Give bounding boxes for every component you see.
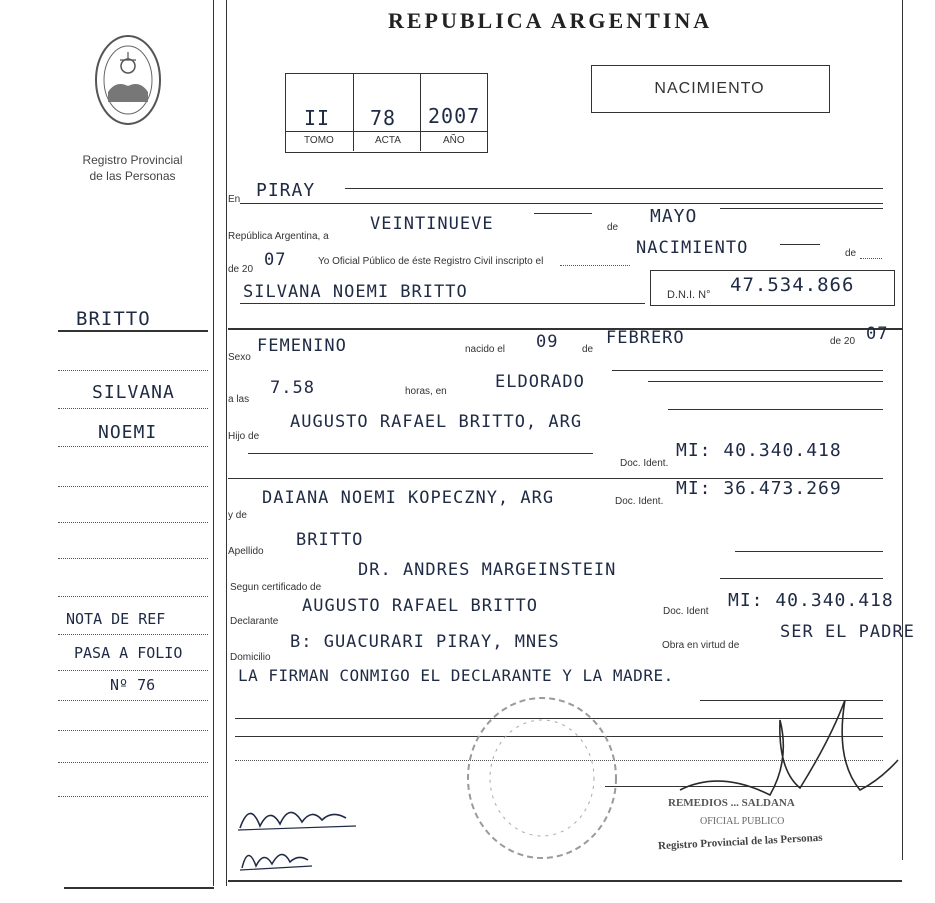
official-stamp-icon: [462, 690, 622, 865]
document-type: NACIMIENTO: [654, 80, 765, 97]
label-a-las: a las: [228, 394, 250, 405]
margin-rule-13: [58, 762, 208, 763]
stamp-registry: Registro Provincial de las Personas: [657, 831, 823, 853]
margin-rule-5: [58, 486, 208, 487]
margin-surname: BRITTO: [76, 308, 151, 330]
rule-lugar: [648, 381, 883, 382]
field-lugar: ELDORADO: [495, 372, 585, 392]
margin-rule-10: [58, 670, 208, 671]
field-certificado: DR. ANDRES MARGEINSTEIN: [358, 560, 617, 580]
margin-rule-8: [58, 596, 208, 597]
margin-rule-6: [58, 522, 208, 523]
margin-rule-1: [58, 330, 208, 332]
label-de-end: de: [845, 248, 857, 259]
rule-dia: [534, 213, 592, 214]
field-madre: DAIANA NOEMI KOPECZNY, ARG: [262, 488, 555, 508]
label-de-20-end: de 20: [830, 336, 856, 347]
label-domicilio: Domicilio: [230, 652, 271, 663]
field-anio-2d: 07: [264, 250, 287, 270]
registry-name: [60, 152, 205, 184]
rule-nombre: [240, 303, 645, 304]
stamp-official-title: OFICIAL PUBLICO: [700, 816, 785, 827]
acta-value: 78: [370, 106, 397, 130]
label-nacido-el: nacido el: [465, 344, 506, 355]
rule-padre: [668, 409, 883, 410]
registry-line2: de las Personas: [89, 169, 176, 183]
label-sexo: Sexo: [228, 352, 251, 363]
margin-rule-3: [58, 408, 208, 409]
margin-rule-14: [58, 796, 208, 797]
margin-rule-12: [58, 730, 208, 731]
rule-apellido: [735, 551, 883, 552]
field-en: PIRAY: [256, 180, 316, 201]
margin-rule-9: [58, 634, 208, 635]
label-de: de: [607, 222, 619, 233]
anio-label: AÑO: [443, 135, 465, 146]
field-domicilio: B: GUACURARI PIRAY, MNES: [290, 632, 560, 652]
provincial-seal-icon: [92, 30, 164, 130]
official-signature: [660, 700, 900, 810]
rule-mes: [720, 208, 883, 209]
field-anio-nac: 07: [866, 324, 889, 344]
rule-en: [345, 188, 883, 189]
tomo-value: II: [304, 106, 331, 130]
form-left-border: [226, 0, 227, 886]
margin-name-1: SILVANA: [92, 382, 175, 403]
label-doc-ident-2: Doc. Ident.: [615, 496, 664, 507]
anio-value: 2007: [428, 104, 481, 128]
page-title: REPUBLICA ARGENTINA: [388, 8, 713, 33]
ref-box-divider-2: [420, 73, 421, 151]
field-mes: MAYO: [650, 206, 698, 227]
field-inscripto: NACIMIENTO: [636, 238, 749, 258]
field-mes-nac: FEBRERO: [606, 328, 685, 348]
margin-rule-7: [58, 558, 208, 559]
field-obra: SER EL PADRE: [780, 622, 915, 642]
margin-name-2: NOEMI: [98, 422, 158, 443]
rule-de-end: [860, 258, 882, 259]
margin-rule-4: [58, 446, 208, 447]
label-oficial: Yo Oficial Público de éste Registro Civil inscripto el: [318, 256, 544, 267]
field-dni: 47.534.866: [730, 274, 855, 296]
label-de2: de: [582, 344, 594, 355]
field-sexo: FEMENINO: [257, 336, 347, 356]
ref-box-divider-1: [353, 73, 354, 151]
margin-signature-1: [236, 796, 366, 836]
rule-en-2: [240, 203, 883, 204]
rule-sexo-2: [612, 370, 883, 371]
field-apellido: BRITTO: [296, 530, 364, 550]
label-de20: de 20: [228, 264, 254, 275]
registry-line1: Registro Provincial: [82, 153, 183, 167]
label-apellido: Apellido: [228, 546, 264, 557]
label-dni: D.N.I. N°: [667, 289, 711, 301]
rule-form-6: [228, 880, 902, 882]
label-doc-ident-3: Doc. Ident: [663, 606, 709, 617]
field-dia-letras: VEINTINUEVE: [370, 214, 494, 234]
form-right-border: [902, 0, 903, 860]
margin-rule-2: [58, 370, 208, 371]
field-hora: 7.58: [270, 378, 315, 398]
field-declarante-doc: MI: 40.340.418: [728, 590, 894, 611]
rule-mes-nac: [745, 329, 815, 330]
rule-oficial: [560, 265, 630, 266]
label-hijo-de: Hijo de: [228, 431, 260, 442]
field-firma-line: LA FIRMAN CONMIGO EL DECLARANTE Y LA MADRE.: [238, 666, 674, 685]
stamp-official-name: REMEDIOS ... SALDANA: [668, 797, 795, 809]
field-padre: AUGUSTO RAFAEL BRITTO, ARG: [290, 412, 583, 432]
label-horas-en: horas, en: [405, 386, 447, 397]
margin-signature-2: [238, 840, 318, 874]
field-declarante: AUGUSTO RAFAEL BRITTO: [302, 596, 538, 616]
margin-rule-11: [58, 700, 208, 701]
rule-inscripto: [780, 244, 820, 245]
margin-note-3: Nº 76: [110, 676, 156, 694]
left-column-divider: [213, 0, 214, 886]
field-madre-doc: MI: 36.473.269: [676, 478, 842, 499]
ref-box-label-rule: [285, 131, 487, 132]
field-padre-doc: MI: 40.340.418: [676, 440, 842, 461]
acta-label: ACTA: [375, 135, 401, 146]
field-nombre-completo: SILVANA NOEMI BRITTO: [243, 282, 468, 302]
margin-note-2: PASA A FOLIO: [74, 644, 183, 662]
label-y-de: y de: [228, 510, 247, 521]
label-republica-a: República Argentina, a: [228, 231, 329, 242]
field-dia-nac: 09: [536, 332, 559, 352]
tomo-label: TOMO: [304, 135, 334, 146]
margin-note-1: NOTA DE REF: [66, 610, 166, 628]
label-en: En: [228, 194, 241, 205]
margin-rule-15: [64, 887, 214, 889]
rule-certificado: [720, 578, 883, 579]
label-obra: Obra en virtud de: [662, 640, 740, 651]
label-segun: Segun certificado de: [230, 582, 322, 593]
rule-padre-2: [248, 453, 593, 454]
label-declarante: Declarante: [230, 616, 279, 627]
label-doc-ident-1: Doc. Ident.: [620, 458, 669, 469]
